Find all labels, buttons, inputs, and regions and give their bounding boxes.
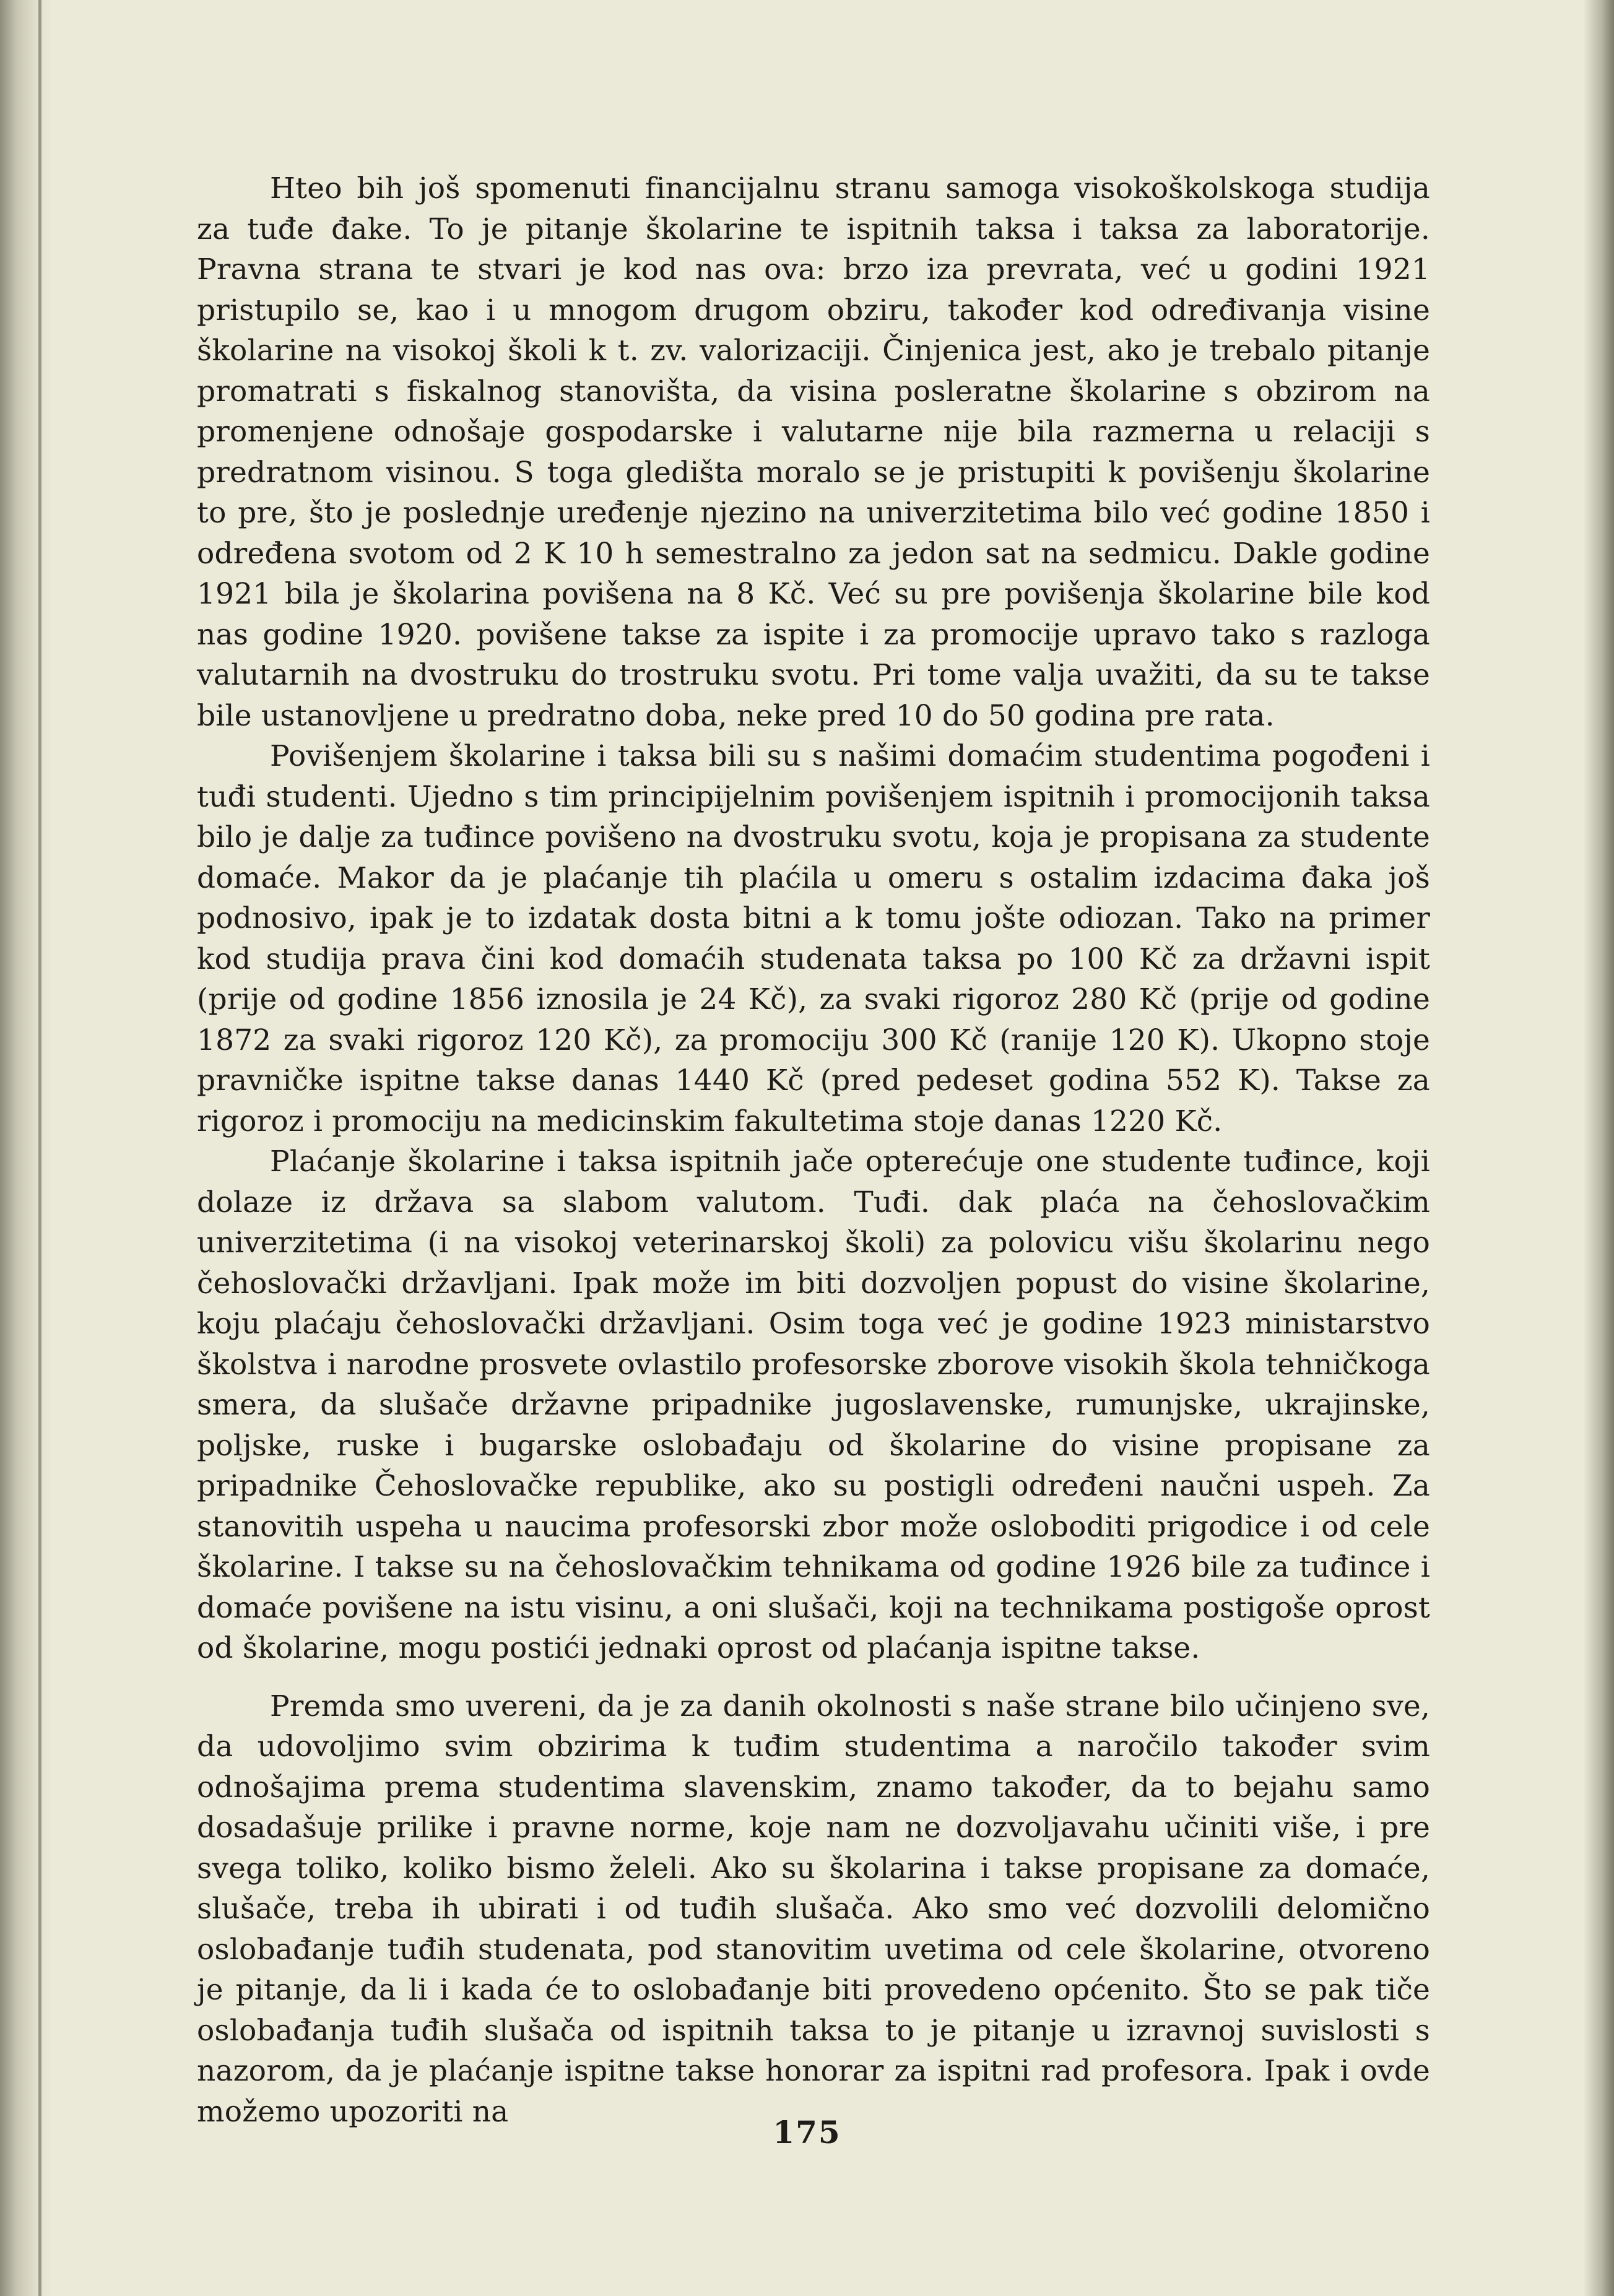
- paragraph-3: Plaćanje školarine i taksa ispitnih jače opterećuje one studente tuđince, koji dolaze iz država sa slabom valutom. Tuđi. dak plaća na čehoslovačkim univerzitetima (i na visokoj veterinarskoj školi) za polovicu višu školarinu nego čehoslovački državljani. Ipak može im biti dozvoljen popust do visine školarine, koju plaćaju čehoslovački državljani. Osim toga već je godine 1923 ministarstvo školstva i narodne prosvete ovlastilo profesorske zborove visokih škola tehničkoga smera, da slušače državne pripadnike jugoslavenske, rumunjske, ukrajinske, poljske, ruske i bugarske oslobađaju od školarine do visine propisane za pripadnike Čehoslovačke republike, ako su postigli određeni naučni uspeh. Za stanovitih uspeha u naucima profesorski zbor može osloboditi prigodice i od cele školarine. I takse su na čehoslovačkim tehnikama od godine 1926 bile za tuđince i domaće povišene na istu visinu, a oni slušači, koji na technikama postigoše oprost od školarine, mogu postići jednaki oprost od plaćanja ispitne takse.: [197, 1145, 1430, 1665]
- scan-left-edge: [0, 0, 53, 2296]
- paragraph-4: Premda smo uvereni, da je za danih okolnosti s naše strane bilo učinjeno sve, da udovoljimo svim obzirima k tuđim studentima a naročilo također svim odnošajima prema studentima slavenskim, znamo također, da to bejahu samo dosadašuje prilike i pravne norme, koje nam ne dozvoljavahu učiniti više, i pre svega toliko, koliko bismo želeli. Ako su školarina i takse propisane za domaće, slušače, treba ih ubirati i od tuđih slušača. Ako smo već dozvolili delomično oslobađanje tuđih studenata, pod stanovitim uvetima od cele školarine, otvoreno je pitanje, da li i kada će to oslobađanje biti provedeno općenito. Što se pak tiče oslobađanja tuđih slušača od ispitnih taksa to je pitanje u izravnoj suvislosti s nazorom, da je plaćanje ispitne takse honorar za ispitni rad profesora. Ipak i ovde možemo upozoriti na: [197, 1689, 1430, 2129]
- page-number: 175: [773, 2114, 841, 2151]
- binding-gutter: [38, 0, 41, 2296]
- page-body: [197, 168, 1430, 2132]
- scan-right-edge: [1583, 0, 1614, 2296]
- paragraph-2: Povišenjem školarine i taksa bili su s našimi domaćim studentima pogođeni i tuđi studenti. Ujedno s tim principijelnim povišenjem ispitnih i promocijonih taksa bilo je dalje za tuđince povišeno na dvostruku svotu, koja je propisana za studente domaće. Makor da je plaćanje tih plaćila u omeru s ostalim izdacima đaka još podnosivo, ipak je to izdatak dosta bitni a k tomu jošte odiozan. Tako na primer kod studija prava čini kod domaćih studenata taksa po 100 Kč za državni ispit (prije od godine 1856 iznosila je 24 Kč), za svaki rigoroz 280 Kč (prije od godine 1872 za svaki rigoroz 120 Kč), za promociju 300 Kč (ranije 120 K). Ukopno stoje pravničke ispitne takse danas 1440 Kč (pred pedeset godina 552 K). Takse za rigoroz i promociju na medicinskim fakultetima stoje danas 1220 Kč.: [197, 739, 1430, 1138]
- paragraph-1: Hteo bih još spomenuti financijalnu stranu samoga visokoškolskoga studija za tuđe đake. To je pitanje školarine te ispitnih taksa i taksa za laboratorije. Pravna strana te stvari je kod nas ova: brzo iza prevrata, već u godini 1921 pristupilo se, kao i u mnogom drugom obziru, također kod određivanja visine školarine na visokoj školi k t. zv. valorizaciji. Činjenica jest, ako je trebalo pitanje promatrati s fiskalnog stanovišta, da visina posleratne školarine s obzirom na promenjene odnošaje gospodarske i valutarne nije bila razmerna u relaciji s predratnom visinou. S toga gledišta moralo se je pristupiti k povišenju školarine to pre, što je poslednje uređenje njezino na univerzitetima bilo već godine 1850 i određena svotom od 2 K 10 h semestralno za jedon sat na sedmicu. Dakle godine 1921 bila je školarina povišena na 8 Kč. Već su pre povišenja školarine bile kod nas godine 1920. povišene takse za ispite i za promocije upravo tako s razloga valutarnih na dvostruku do trostruku svotu. Pri tome valja uvažiti, da su te takse bile ustanovljene u predratno doba, neke pred 10 do 50 godina pre rata.: [197, 171, 1430, 733]
